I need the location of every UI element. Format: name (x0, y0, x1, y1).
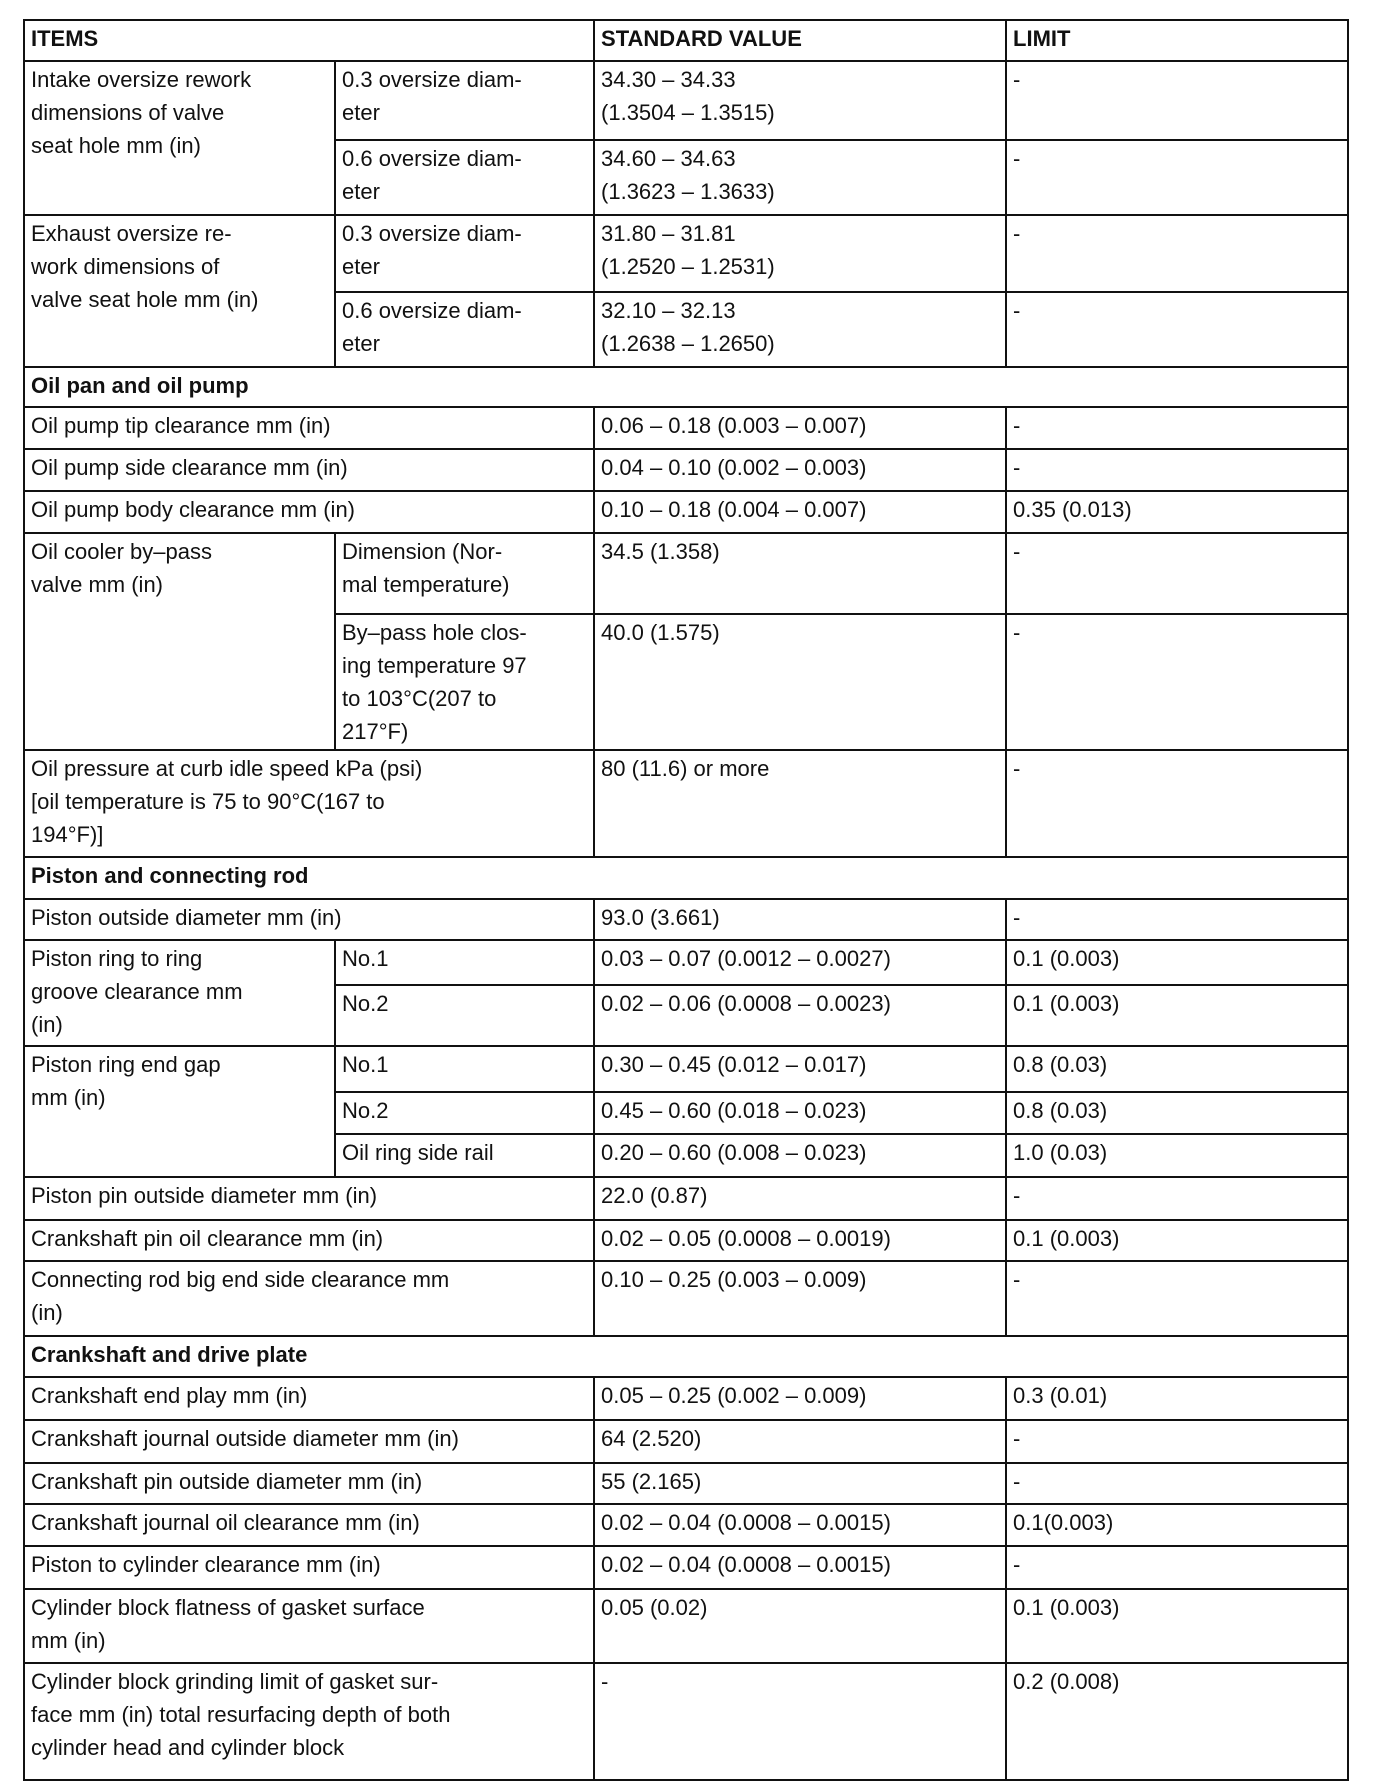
section-header-row (24, 367, 1348, 407)
table-body (24, 20, 1348, 1780)
table-row (24, 407, 1348, 449)
standard-value-cell: 32.10 – 32.13 (1.2638 – 1.2650) (594, 292, 1006, 367)
limit-cell: - (1006, 1420, 1348, 1463)
standard-value-cell: 0.05 – 0.25 (0.002 – 0.009) (594, 1377, 1006, 1420)
standard-value-cell: 0.10 – 0.25 (0.003 – 0.009) (594, 1261, 1006, 1336)
limit-cell: 0.2 (0.008) (1006, 1663, 1348, 1780)
item-cell: Piston ring end gap mm (in) (24, 1046, 335, 1177)
sub-item-cell: By–pass hole clos- ing temperature 97 to 103°C(207 to 217°F) (335, 614, 594, 750)
sub-item-cell: No.2 (335, 1092, 594, 1134)
table-row (24, 1420, 1348, 1463)
header-standard-value: STANDARD VALUE (594, 20, 1006, 61)
item-cell: Connecting rod big end side clearance mm (in) (24, 1261, 594, 1336)
standard-value-cell: 0.10 – 0.18 (0.004 – 0.007) (594, 491, 1006, 533)
section-header-row (24, 1336, 1348, 1377)
item-cell: Oil pump body clearance mm (in) (24, 491, 594, 533)
section-title-cell: Oil pan and oil pump (24, 367, 1348, 407)
limit-cell: 0.8 (0.03) (1006, 1046, 1348, 1092)
sub-item-cell: 0.3 oversize diam- eter (335, 215, 594, 292)
standard-value-cell: - (594, 1663, 1006, 1780)
limit-cell: - (1006, 140, 1348, 215)
item-cell: Crankshaft end play mm (in) (24, 1377, 594, 1420)
specifications-table (23, 19, 1349, 1781)
limit-cell: - (1006, 449, 1348, 491)
section-title-cell: Piston and connecting rod (24, 857, 1348, 899)
header-row (24, 20, 1348, 61)
item-cell: Oil pressure at curb idle speed kPa (psi) [oil temperature is 75 to 90°C(167 to 194°F)] (24, 750, 594, 857)
item-cell: Exhaust oversize re- work dimensions of valve seat hole mm (in) (24, 215, 335, 367)
standard-value-cell: 93.0 (3.661) (594, 899, 1006, 940)
sub-item-cell: Dimension (Nor- mal temperature) (335, 533, 594, 614)
standard-value-cell: 0.02 – 0.05 (0.0008 – 0.0019) (594, 1220, 1006, 1261)
limit-cell: - (1006, 1463, 1348, 1504)
standard-value-cell: 31.80 – 31.81 (1.2520 – 1.2531) (594, 215, 1006, 292)
table-row (24, 533, 1348, 614)
table-row (24, 449, 1348, 491)
table-row (24, 750, 1348, 857)
limit-cell: 1.0 (0.03) (1006, 1134, 1348, 1177)
standard-value-cell: 0.30 – 0.45 (0.012 – 0.017) (594, 1046, 1006, 1092)
standard-value-cell: 64 (2.520) (594, 1420, 1006, 1463)
limit-cell: - (1006, 1177, 1348, 1220)
standard-value-cell: 0.05 (0.02) (594, 1589, 1006, 1663)
sub-item-cell: Oil ring side rail (335, 1134, 594, 1177)
standard-value-cell: 0.45 – 0.60 (0.018 – 0.023) (594, 1092, 1006, 1134)
limit-cell: 0.1 (0.003) (1006, 1589, 1348, 1663)
limit-cell: 0.1 (0.003) (1006, 985, 1348, 1046)
standard-value-cell: 0.06 – 0.18 (0.003 – 0.007) (594, 407, 1006, 449)
limit-cell: 0.8 (0.03) (1006, 1092, 1348, 1134)
limit-cell: - (1006, 292, 1348, 367)
limit-cell: - (1006, 1546, 1348, 1589)
item-cell: Crankshaft journal oil clearance mm (in) (24, 1504, 594, 1546)
item-cell: Crankshaft journal outside diameter mm (in) (24, 1420, 594, 1463)
table-row (24, 1261, 1348, 1336)
item-cell: Piston ring to ring groove clearance mm (in) (24, 940, 335, 1046)
table-row (24, 1589, 1348, 1663)
table-row (24, 215, 1348, 292)
item-cell: Oil pump side clearance mm (in) (24, 449, 594, 491)
table-row (24, 1663, 1348, 1780)
limit-cell: 0.1(0.003) (1006, 1504, 1348, 1546)
limit-cell: 0.3 (0.01) (1006, 1377, 1348, 1420)
limit-cell: - (1006, 899, 1348, 940)
standard-value-cell: 80 (11.6) or more (594, 750, 1006, 857)
table-row (24, 61, 1348, 140)
sub-item-cell: 0.6 oversize diam- eter (335, 140, 594, 215)
item-cell: Piston outside diameter mm (in) (24, 899, 594, 940)
standard-value-cell: 55 (2.165) (594, 1463, 1006, 1504)
sub-item-cell: 0.6 oversize diam- eter (335, 292, 594, 367)
item-cell: Crankshaft pin outside diameter mm (in) (24, 1463, 594, 1504)
limit-cell: - (1006, 61, 1348, 140)
standard-value-cell: 22.0 (0.87) (594, 1177, 1006, 1220)
standard-value-cell: 40.0 (1.575) (594, 614, 1006, 750)
sub-item-cell: No.1 (335, 940, 594, 985)
limit-cell: - (1006, 533, 1348, 614)
item-cell: Cylinder block grinding limit of gasket sur- face mm (in) total resurfacing depth of both cylinder head and cylinder block (24, 1663, 594, 1780)
limit-cell: 0.35 (0.013) (1006, 491, 1348, 533)
table-row (24, 899, 1348, 940)
item-cell: Oil pump tip clearance mm (in) (24, 407, 594, 449)
standard-value-cell: 0.02 – 0.04 (0.0008 – 0.0015) (594, 1546, 1006, 1589)
limit-cell: - (1006, 407, 1348, 449)
limit-cell: 0.1 (0.003) (1006, 940, 1348, 985)
header-limit: LIMIT (1006, 20, 1348, 61)
standard-value-cell: 34.5 (1.358) (594, 533, 1006, 614)
standard-value-cell: 0.02 – 0.06 (0.0008 – 0.0023) (594, 985, 1006, 1046)
limit-cell: - (1006, 750, 1348, 857)
standard-value-cell: 0.04 – 0.10 (0.002 – 0.003) (594, 449, 1006, 491)
standard-value-cell: 34.30 – 34.33 (1.3504 – 1.3515) (594, 61, 1006, 140)
limit-cell: - (1006, 215, 1348, 292)
table-row (24, 1220, 1348, 1261)
limit-cell: 0.1 (0.003) (1006, 1220, 1348, 1261)
limit-cell: - (1006, 1261, 1348, 1336)
table-row (24, 1046, 1348, 1092)
section-header-row (24, 857, 1348, 899)
sub-item-cell: No.1 (335, 1046, 594, 1092)
standard-value-cell: 0.03 – 0.07 (0.0012 – 0.0027) (594, 940, 1006, 985)
standard-value-cell: 34.60 – 34.63 (1.3623 – 1.3633) (594, 140, 1006, 215)
limit-cell: - (1006, 614, 1348, 750)
standard-value-cell: 0.02 – 0.04 (0.0008 – 0.0015) (594, 1504, 1006, 1546)
table-row (24, 1463, 1348, 1504)
table-row (24, 1377, 1348, 1420)
sub-item-cell: No.2 (335, 985, 594, 1046)
item-cell: Piston to cylinder clearance mm (in) (24, 1546, 594, 1589)
header-items: ITEMS (24, 20, 594, 61)
table-row (24, 940, 1348, 985)
table-row (24, 1546, 1348, 1589)
item-cell: Crankshaft pin oil clearance mm (in) (24, 1220, 594, 1261)
sub-item-cell: 0.3 oversize diam- eter (335, 61, 594, 140)
standard-value-cell: 0.20 – 0.60 (0.008 – 0.023) (594, 1134, 1006, 1177)
table-row (24, 491, 1348, 533)
item-cell: Cylinder block flatness of gasket surface mm (in) (24, 1589, 594, 1663)
item-cell: Intake oversize rework dimensions of valve seat hole mm (in) (24, 61, 335, 215)
item-cell: Oil cooler by–pass valve mm (in) (24, 533, 335, 750)
section-title-cell: Crankshaft and drive plate (24, 1336, 1348, 1377)
table-row (24, 1177, 1348, 1220)
item-cell: Piston pin outside diameter mm (in) (24, 1177, 594, 1220)
table-row (24, 1504, 1348, 1546)
